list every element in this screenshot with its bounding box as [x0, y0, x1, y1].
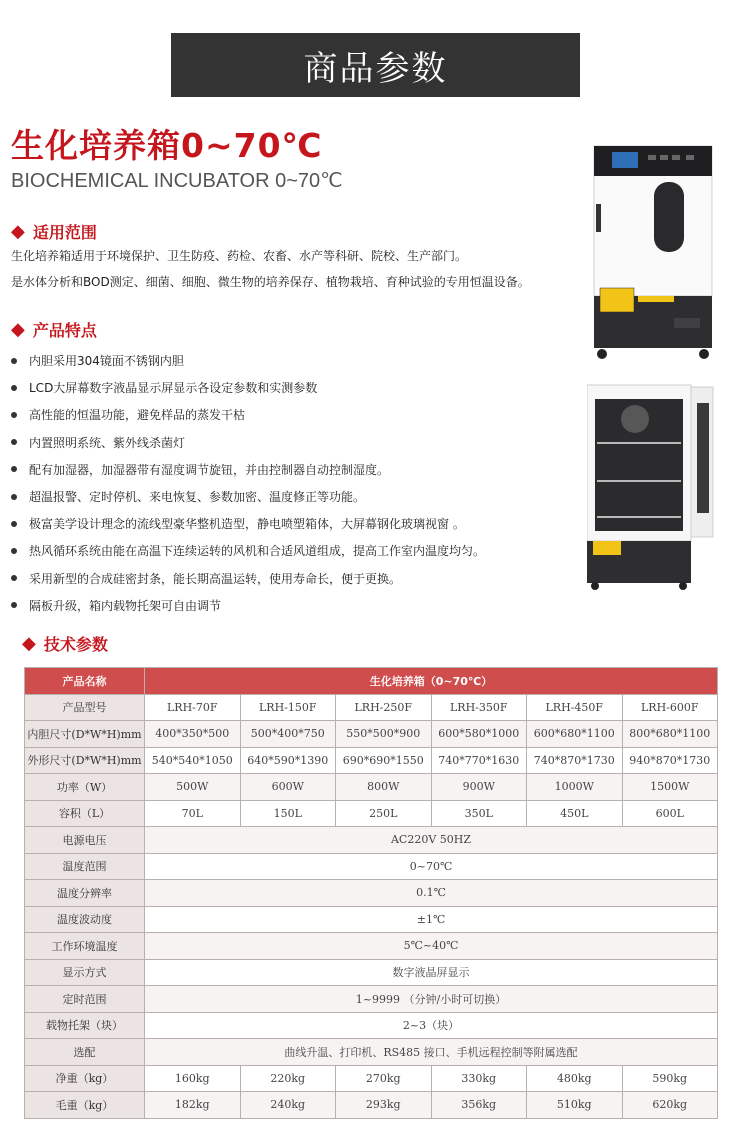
table-cell: 590kg: [622, 1065, 718, 1092]
table-row: [25, 747, 718, 774]
row-label: 选配: [25, 1039, 145, 1066]
feature-text: 热风循环系统由能在高温下连续运转的风机和合适风道组成，提高工作室内温度均匀。: [29, 544, 486, 559]
row-label: 显示方式: [25, 959, 145, 986]
table-cell: 330kg: [431, 1065, 527, 1092]
incubator-open-image: [587, 383, 720, 591]
row-label: 功率（W）: [25, 774, 145, 801]
row-label: 温度范围: [25, 853, 145, 880]
spec-table: [24, 667, 718, 1119]
bullet-icon: [11, 439, 17, 445]
section-title: 适用范围: [32, 223, 97, 242]
diamond-icon: ◆: [11, 319, 25, 340]
diamond-icon: ◆: [22, 633, 36, 654]
section-heading-features: [11, 318, 97, 341]
bullet-icon: [11, 548, 17, 554]
table-cell: 0~70℃: [145, 853, 718, 880]
table-cell: LRH-350F: [431, 694, 527, 721]
table-row: [25, 694, 718, 721]
row-label: 电源电压: [25, 827, 145, 854]
row-label: 工作环境温度: [25, 933, 145, 960]
table-row: [25, 853, 718, 880]
table-cell: 220kg: [240, 1065, 336, 1092]
table-row: [25, 933, 718, 960]
row-label: 定时范围: [25, 986, 145, 1013]
table-cell: 940*870*1730: [622, 747, 718, 774]
table-row: [25, 827, 718, 854]
table-cell: 0.1℃: [145, 880, 718, 907]
bullet-icon: [11, 466, 17, 472]
table-row: [25, 774, 718, 801]
product-title: 生化培养箱0~70℃: [11, 126, 323, 165]
row-label: 温度分辨率: [25, 880, 145, 907]
table-cell: LRH-70F: [145, 694, 241, 721]
table-cell: 600*680*1100: [527, 721, 623, 748]
diamond-icon: ◆: [11, 221, 25, 242]
table-cell: LRH-150F: [240, 694, 336, 721]
row-label: 外形尺寸(D*W*H)mm: [25, 747, 145, 774]
table-row: [25, 1092, 718, 1119]
row-label: 载物托架（块）: [25, 1012, 145, 1039]
row-label: 内胆尺寸(D*W*H)mm: [25, 721, 145, 748]
table-cell: 5℃~40℃: [145, 933, 718, 960]
table-cell: 182kg: [145, 1092, 241, 1119]
feature-text: 隔板升级，箱内载物托架可自由调节: [29, 598, 222, 613]
table-cell: 800W: [336, 774, 432, 801]
table-cell: 160kg: [145, 1065, 241, 1092]
table-row: [25, 1065, 718, 1092]
table-cell: 数字液晶屏显示: [145, 959, 718, 986]
feature-list: [11, 347, 485, 619]
table-cell: 900W: [431, 774, 527, 801]
table-cell: 曲线升温、打印机、RS485 接口、手机远程控制等附属选配: [145, 1039, 718, 1066]
list-item: [11, 401, 485, 428]
table-cell: 356kg: [431, 1092, 527, 1119]
table-cell: 600W: [240, 774, 336, 801]
table-cell: 70L: [145, 800, 241, 827]
feature-text: 内胆采用304镜面不锈钢内胆: [29, 354, 184, 369]
list-item: [11, 347, 485, 374]
bullet-icon: [11, 521, 17, 527]
table-cell: 740*770*1630: [431, 747, 527, 774]
incubator-closed-image: [588, 142, 718, 360]
table-cell: 550*500*900: [336, 721, 432, 748]
table-row: [25, 880, 718, 907]
bullet-icon: [11, 575, 17, 581]
feature-text: 采用新型的合成硅密封条，能长期高温运转，使用寿命长，便于更换。: [29, 571, 402, 586]
table-cell: 620kg: [622, 1092, 718, 1119]
table-cell: 150L: [240, 800, 336, 827]
table-header-cell: 生化培养箱（0~70℃）: [145, 668, 718, 695]
feature-text: LCD大屏幕数字液晶显示屏显示各设定参数和实测参数: [29, 381, 318, 396]
bullet-icon: [11, 602, 17, 608]
table-row: [25, 721, 718, 748]
table-cell: 510kg: [527, 1092, 623, 1119]
table-header-cell: 产品名称: [25, 668, 145, 695]
row-label: 毛重（kg）: [25, 1092, 145, 1119]
feature-text: 极富美学设计理念的流线型豪华整机造型，静电喷塑箱体，大屏幕钢化玻璃视窗 。: [29, 517, 465, 532]
bullet-icon: [11, 385, 17, 391]
list-item: [11, 456, 485, 483]
section-banner: 商品参数: [171, 33, 580, 97]
table-row: [25, 1012, 718, 1039]
list-item: [11, 374, 485, 401]
feature-text: 超温报警、定时停机、来电恢复、参数加密、温度修正等功能。: [29, 490, 366, 505]
table-cell: 350L: [431, 800, 527, 827]
list-item: [11, 510, 485, 537]
list-item: [11, 429, 485, 456]
row-label: 容积（L）: [25, 800, 145, 827]
table-cell: 270kg: [336, 1065, 432, 1092]
scope-line: 是水体分析和BOD测定、细菌、细胞、微生物的培养保存、植物栽培、育种试验的专用恒温设备。: [11, 275, 530, 289]
table-cell: 240kg: [240, 1092, 336, 1119]
table-cell: AC220V 50HZ: [145, 827, 718, 854]
bullet-icon: [11, 358, 17, 364]
feature-text: 高性能的恒温功能，避免样品的蒸发干枯: [29, 408, 246, 423]
table-cell: ±1℃: [145, 906, 718, 933]
table-cell: 293kg: [336, 1092, 432, 1119]
row-label: 净重（kg）: [25, 1065, 145, 1092]
table-cell: 600L: [622, 800, 718, 827]
list-item: [11, 537, 485, 564]
list-item: [11, 483, 485, 510]
table-cell: 500*400*750: [240, 721, 336, 748]
table-cell: 1~9999 （分钟/小时可切换）: [145, 986, 718, 1013]
table-cell: 1500W: [622, 774, 718, 801]
table-cell: LRH-600F: [622, 694, 718, 721]
section-title: 产品特点: [32, 321, 97, 340]
table-cell: 690*690*1550: [336, 747, 432, 774]
list-item: [11, 565, 485, 592]
scope-line: 生化培养箱适用于环境保护、卫生防疫、药检、农畜、水产等科研、院校、生产部门。: [11, 249, 468, 263]
table-row: [25, 1039, 718, 1066]
table-row: [25, 800, 718, 827]
product-subtitle: BIOCHEMICAL INCUBATOR 0~70℃: [11, 170, 343, 192]
feature-text: 配有加湿器，加湿器带有湿度调节旋钮，并由控制器自动控制湿度。: [29, 462, 390, 477]
row-label: 温度波动度: [25, 906, 145, 933]
section-heading-specs: [22, 632, 108, 655]
bullet-icon: [11, 412, 17, 418]
list-item: [11, 592, 485, 619]
table-cell: LRH-250F: [336, 694, 432, 721]
section-title: 技术参数: [43, 635, 108, 654]
table-cell: LRH-450F: [527, 694, 623, 721]
feature-text: 内置照明系统、紫外线杀菌灯: [29, 435, 186, 450]
table-cell: 740*870*1730: [527, 747, 623, 774]
table-cell: 400*350*500: [145, 721, 241, 748]
section-heading-scope: [11, 220, 97, 243]
table-cell: 450L: [527, 800, 623, 827]
table-cell: 500W: [145, 774, 241, 801]
table-row: [25, 986, 718, 1013]
table-cell: 640*590*1390: [240, 747, 336, 774]
table-cell: 800*680*1100: [622, 721, 718, 748]
table-row: [25, 906, 718, 933]
table-cell: 1000W: [527, 774, 623, 801]
table-header-row: [25, 668, 718, 695]
table-cell: 600*580*1000: [431, 721, 527, 748]
table-cell: 540*540*1050: [145, 747, 241, 774]
table-cell: 250L: [336, 800, 432, 827]
bullet-icon: [11, 494, 17, 500]
row-label: 产品型号: [25, 694, 145, 721]
table-cell: 480kg: [527, 1065, 623, 1092]
table-cell: 2~3（块）: [145, 1012, 718, 1039]
table-row: [25, 959, 718, 986]
